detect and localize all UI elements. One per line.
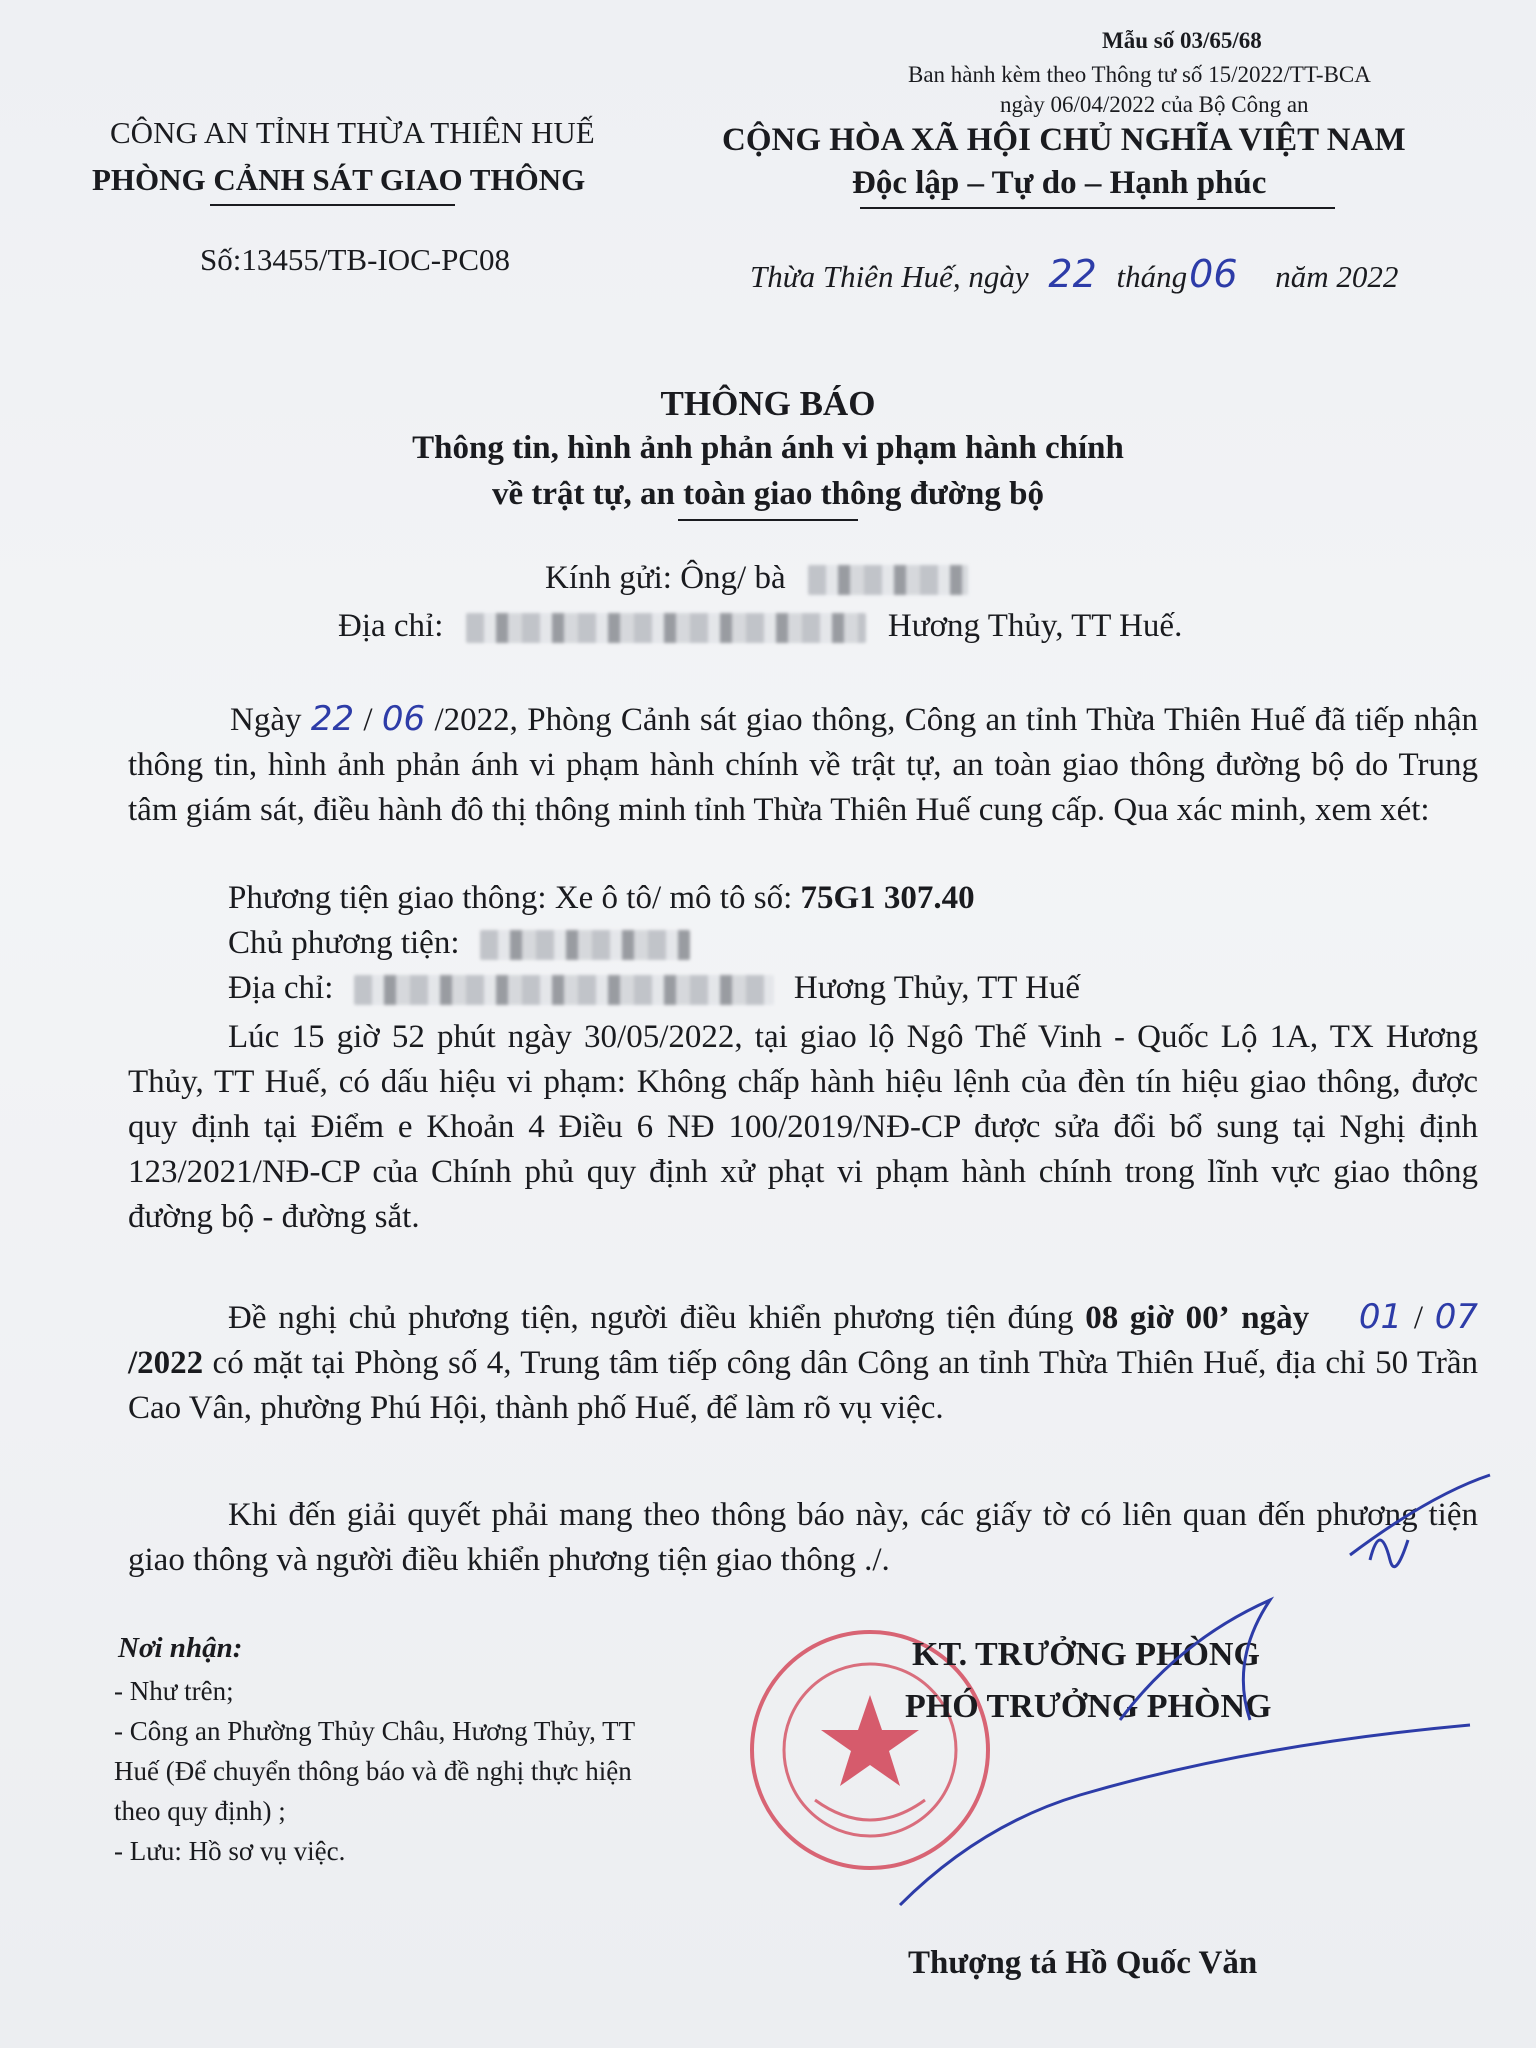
addressee xyxy=(545,560,968,597)
redacted-address xyxy=(466,613,866,643)
request-paragraph: Đề nghị chủ phương tiện, người điều khiển phương tiện đúng 08 giờ 00’ ngày 01 / 07 /2022 có mặt tại Phòng số 4, Trung tâm tiếp công dân Công an tỉnh Thừa Thiên Huế, địa chỉ 50 Trần Cao Vân, phường Phú Hội, thành phố Huế, để làm rõ vụ việc. xyxy=(128,1297,1479,1426)
signer-name: Thượng tá Hồ Quốc Văn xyxy=(908,1945,1258,1981)
intro-day: 22 xyxy=(310,699,355,739)
date-day: 22 xyxy=(1048,252,1097,296)
motto-underline xyxy=(860,207,1335,209)
redacted-owner xyxy=(480,930,690,960)
recipient-item: - Công an Phường Thủy Châu, Hương Thủy, TT xyxy=(114,1716,636,1746)
signature-title-1: KT. TRƯỞNG PHÒNG xyxy=(912,1636,1260,1673)
agency-name: CÔNG AN TỈNH THỪA THIÊN HUẾ xyxy=(110,115,595,150)
notice-subtitle-1: Thông tin, hình ảnh phản ánh vi phạm hành chính xyxy=(412,430,1124,466)
document-date xyxy=(750,252,1398,296)
vehicle-label: Phương tiện giao thông: Xe ô tô/ mô tô số: xyxy=(228,880,793,916)
form-issued-line2: ngày 06/04/2022 của Bộ Công an xyxy=(1000,92,1309,117)
request-time: 08 giờ 00’ xyxy=(1085,1300,1230,1336)
address-tail: Hương Thủy, TT Huế. xyxy=(887,608,1183,644)
date-month-label: tháng xyxy=(1116,259,1188,294)
intro-text: /2022, Phòng Cảnh sát giao thông, Công an tỉnh Thừa Thiên Huế đã tiếp nhận thông tin, hình ảnh phản ánh vi phạm hành chính về trật tự, an toàn giao thông đường bộ do Trung tâm giám sát, điều hành đô thị thông minh tỉnh Thừa Thiên Huế cung cấp. Qua xác minh, xem xét: xyxy=(128,702,1479,828)
redacted-owner-address xyxy=(354,975,774,1005)
notice-title: THÔNG BÁO xyxy=(660,384,876,423)
closing-text: Khi đến giải quyết phải mang theo thông báo này, các giấy tờ có liên quan đến phương tiện giao thông và người điều khiển phương tiện giao thông ./. xyxy=(128,1497,1478,1578)
addressee-address xyxy=(338,608,1182,645)
vehicle-plate: 75G1 307.40 xyxy=(800,880,975,916)
request-ngay: ngày xyxy=(1241,1300,1310,1336)
vehicle-line xyxy=(228,880,975,917)
form-number: Mẫu số 03/65/68 xyxy=(1102,28,1262,53)
owner-address-line xyxy=(228,970,1080,1007)
agency-underline xyxy=(210,204,455,206)
intro-paragraph: Ngày 22 / 06 /2022, Phòng Cảnh sát giao thông, Công an tỉnh Thừa Thiên Huế đã tiếp nhận thông tin, hình ảnh phản ánh vi phạm hành chính về trật tự, an toàn giao thông đường bộ do Trung tâm giám sát, điều hành đô thị thông minh tỉnh Thừa Thiên Huế cung cấp. Qua xác minh, xem xét: xyxy=(128,699,1479,828)
request-day: 01 xyxy=(1358,1297,1403,1337)
nation-name: CỘNG HÒA XÃ HỘI CHỦ NGHĨA VIỆT NAM xyxy=(722,122,1406,158)
violation-paragraph xyxy=(128,1015,1478,1240)
intro-prefix: Ngày xyxy=(230,702,302,738)
redacted-name xyxy=(808,565,968,595)
date-place: Thừa Thiên Huế, ngày xyxy=(750,259,1029,294)
address-label: Địa chỉ: xyxy=(338,608,444,644)
subtitle-underline xyxy=(678,519,858,521)
signature-title-2: PHÓ TRƯỞNG PHÒNG xyxy=(905,1688,1272,1725)
date-month: 06 xyxy=(1189,252,1238,296)
owner-label: Chủ phương tiện: xyxy=(228,925,460,961)
owner-line xyxy=(228,925,690,962)
recipient-item: Huế (Để chuyển thông báo và đề nghị thực hiện xyxy=(114,1756,632,1786)
owner-address-tail: Hương Thủy, TT Huế xyxy=(793,970,1081,1006)
document-number: Số:13455/TB-IOC-PC08 xyxy=(200,242,511,277)
request-month: 07 xyxy=(1434,1297,1479,1337)
request-text-2: có mặt tại Phòng số 4, Trung tâm tiếp công dân Công an tỉnh Thừa Thiên Huế, địa chỉ 50 Trần Cao Vân, phường Phú Hội, thành phố Huế, để làm rõ vụ việc. xyxy=(128,1345,1479,1426)
date-year: năm 2022 xyxy=(1275,259,1399,294)
request-year: /2022 xyxy=(128,1345,204,1381)
owner-address-label: Địa chỉ: xyxy=(228,970,334,1006)
form-issued-line1: Ban hành kèm theo Thông tư số 15/2022/TT-BCA xyxy=(908,62,1371,87)
intro-month: 06 xyxy=(381,699,426,739)
request-text-1: Đề nghị chủ phương tiện, người điều khiển phương tiện đúng xyxy=(228,1300,1074,1336)
recipient-item: - Như trên; xyxy=(114,1676,234,1706)
recipient-item: - Lưu: Hồ sơ vụ việc. xyxy=(114,1836,346,1866)
addressee-label: Kính gửi: Ông/ bà xyxy=(545,560,786,596)
handwritten-signature xyxy=(830,1465,1510,1925)
agency-department: PHÒNG CẢNH SÁT GIAO THÔNG xyxy=(92,162,586,197)
recipients-title: Nơi nhận: xyxy=(118,1632,243,1664)
notice-subtitle-2: về trật tự, an toàn giao thông đường bộ xyxy=(491,476,1044,512)
nation-motto: Độc lập – Tự do – Hạnh phúc xyxy=(852,165,1267,201)
recipient-item: theo quy định) ; xyxy=(114,1796,286,1826)
violation-text: Lúc 15 giờ 52 phút ngày 30/05/2022, tại giao lộ Ngô Thế Vinh - Quốc Lộ 1A, TX Hương Thủy, TT Huế, có dấu hiệu vi phạm: Không chấp hành hiệu lệnh của đèn tín hiệu giao thông, được quy định tại Điểm e Khoản 4 Điều 6 NĐ 100/2019/NĐ-CP được sửa đổi bổ sung tại Nghị định 123/2021/NĐ-CP của Chính phủ quy định xử phạt vi phạm hành chính trong lĩnh vực giao thông đường bộ - đường sắt. xyxy=(128,1019,1478,1235)
